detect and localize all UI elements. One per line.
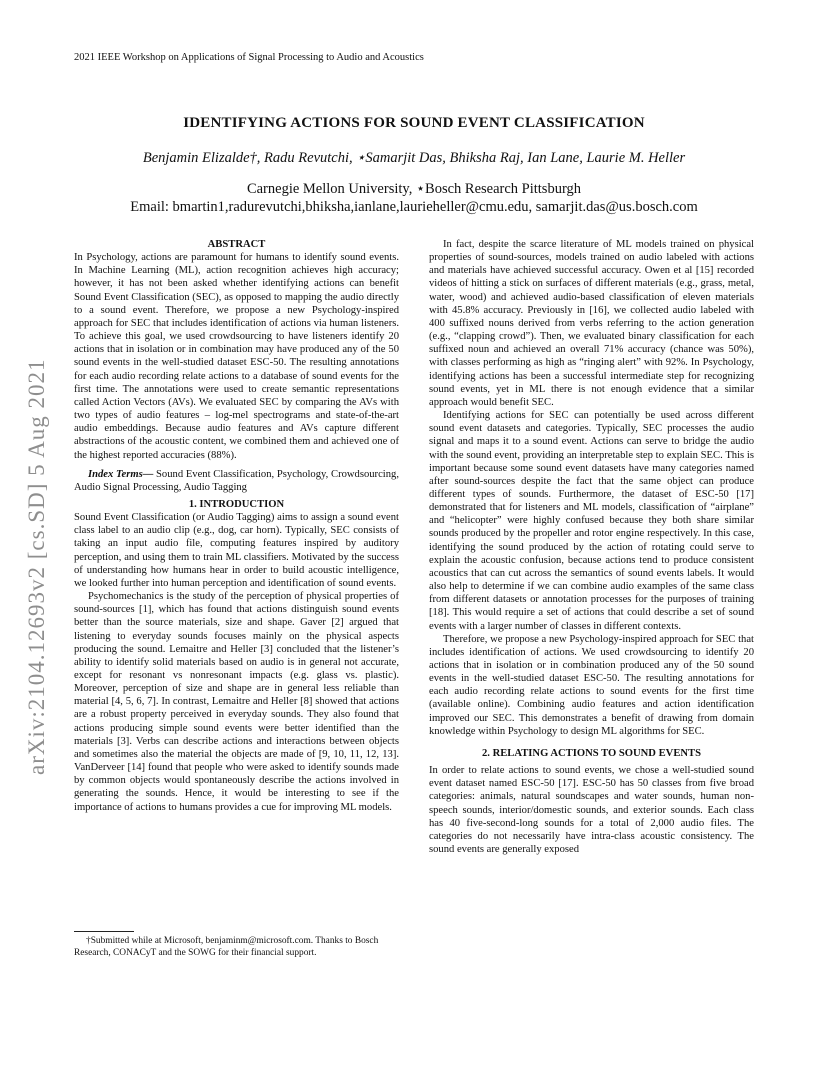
left-column xyxy=(74,238,399,814)
abstract-text: In Psychology, actions are paramount for humans to identify sound events. In Machine Learning (ML), action recognition achieves high accuracy; however, it has not been asked whether identifying actions can benefit Sound Event Classification (SEC), as opposed to mapping the audio directly to a sound event. Therefore, we propose a new Psychology-inspired approach for SEC that includes identification of actions via human listeners. To achieve this goal, we used crowdsourcing to have listeners identify 20 actions that in isolation or in combination may have produced any of the 50 sound events in the well-studied dataset ESC-50. The resulting annotations for each audio recording relate actions to a database of sound events for the first time. The annotations were used to create semantic representations called Action Vectors (AVs). We evaluated SEC by comparing the AVs with two types of audio features – log-mel spectrograms and state-of-the-art audio embeddings. Because audio features and AVs capture different abstractions of the acoustic content, we combined them and achieved one of the highest reported accuracies (88%). xyxy=(74,252,399,461)
footnote-rule xyxy=(74,931,134,932)
index-terms xyxy=(74,468,399,494)
section-2-heading: 2. RELATING ACTIONS TO SOUND EVENTS xyxy=(482,747,701,759)
right-paragraph-4: In order to relate actions to sound events, we chose a well-studied sound event dataset named ESC-50 [17]. ESC-50 has 50 classes from five broad categories: animals, natural soundscapes and water sounds, human non-speech sounds, interior/domestic sounds, and exterior sounds. Each class has 40 five-second-long sounds for a total of 2,000 audio files. The categories do not necessarily have intra-class acoustic consistency. The sound events are generally exposed xyxy=(429,765,754,856)
abstract-heading: ABSTRACT xyxy=(207,239,266,250)
paper-title: IDENTIFYING ACTIONS FOR SOUND EVENT CLASSIFICATION xyxy=(183,115,645,131)
conference-header: 2021 IEEE Workshop on Applications of Signal Processing to Audio and Acoustics xyxy=(74,52,424,63)
intro-paragraph-1: Sound Event Classification (or Audio Tagging) aims to assign a sound event class label to an audio clip (e.g., dog, car horn). Typically, SEC consists of taking an input audio file, computing features inspired by auditory perception, and using them to train ML classifiers. Motivated by the success of understanding how humans hear in order to build acoustic intelligence, we looked further into human perception and identification of sound events. xyxy=(74,512,399,589)
email-line: Email: bmartin1,radurevutchi,bhiksha,ianlane,laurieheller@cmu.edu, samarjit.das@us.bosch.com xyxy=(130,199,698,215)
index-terms-label: Index Terms— xyxy=(88,468,154,480)
intro-heading: 1. INTRODUCTION xyxy=(188,498,285,510)
index-terms-text: Sound Event Classification, Psychology, Crowdsourcing, Audio Signal Processing, Audio Tagging xyxy=(74,468,399,493)
intro-paragraph-2: Psychomechanics is the study of the perception of physical properties of sound-sources [1], which has found that actions distinguish sound events better than the source materials, size and shape. Gaver [2] argued that listening to everyday sounds focuses mainly on the physical aspects producing the sound. Lemaitre and Heller [3] concluded that the listener’s ability to identify solid materials based on audio is in general not accurate, except for resonant vs nonresonant impacts (e.g. glass vs. plastic). Moreover, perception of size and shape are in general less reliable than material [4, 5, 6, 7]. In contrast, Lemaitre and Heller [8] showed that actions are a robust property perceived in everyday sounds. They also found that actions producing simple sound events were better identified than the materials [3]. Verbs can describe actions and interactions between objects and sometimes also the material the objects are made of [9, 10, 11, 12, 13]. VanDerveer [14] found that people who were asked to identify sounds made by common objects would spontaneously describe the actions involved in generating the sounds. Hence, it would be interesting to see if the importance of actions to humans provides a cue for improving ML models. xyxy=(74,591,399,813)
right-paragraph-3: Therefore, we propose a new Psychology-inspired approach for SEC that includes identification of actions. We used crowdsourcing to identify 20 actions that in isolation or in combination produced any of the 50 sound events in the well-studied dataset ESC-50. The resulting annotations for each audio recording relate actions to sound events for the first time (available online). Combining audio features and action identification improved our SEC. This demonstrates a benefit of drawing from domain knowledge within Psychology to design ML algorithms for SEC. xyxy=(429,633,754,737)
right-column xyxy=(429,238,754,856)
footnote-text: †Submitted while at Microsoft, benjaminm@microsoft.com. Thanks to Bosch Research, CONACyT and the SOWG for their financial support. xyxy=(74,936,379,958)
right-paragraph-1: In fact, despite the scarce literature of ML models trained on physical properties of sound-sources, models trained on audio labeled with actions and materials have achieved successful accuracy. Owen et al [15] recorded videos of hitting a stick on surfaces of different materials (e.g., grass, metal, water, wood) and achieved audio-based classification of eleven materials with 45.8% accuracy. Previously in [16], we collected audio labeled with 400 suffixed nouns derived from verbs referring to the action generation (e.g., “clapping crowd”). Then, we evaluated binary classification for each suffixed noun and achieved an overall 71% accuracy (chance was 50%), with classes performing as high as “ringing alert” with 92%. In Psychology, identifying actions has been a successful intermediate step for recognizing sound events, yet in ML there is not enough evidence that a similar approach would benefit SEC. xyxy=(429,239,754,408)
footnote xyxy=(74,936,399,959)
author-list: Benjamin Elizalde†, Radu Revutchi, ⋆Samarjit Das, Bhiksha Raj, Ian Lane, Laurie M. Heller xyxy=(142,150,686,166)
affiliation: Carnegie Mellon University, ⋆Bosch Research Pittsburgh xyxy=(246,181,582,197)
arxiv-stamp: arXiv:2104.12693v2 [cs.SD] 5 Aug 2021 xyxy=(24,358,49,775)
right-paragraph-2: Identifying actions for SEC can potentially be used across different sound event datasets and categories. Typically, SEC processes the audio signal and maps it to a sound event. Actions can serve to bridge the audio with the sound event, providing an interpretable step to explain SEC. This is important because some sound event datasets have many categories named after sound-sources despite the fact that the same object can produce different types of sounds. Furthermore, the dataset of ESC-50 [17] demonstrated that for listeners and ML models, classification of “airplane” and “helicopter” were highly confused because they both share similar sounds produced by the propeller and rotor engine respectively. In this case, identifying the sound produced by the action of rotating could serve to explain the acoustic confusion, because actions tend to produce consistent acoustics that can cut across the semantics of sound events labels. It would also help to determine if we can combine audio examples of the same class from different datasets or annotation processes for the purposes of training [18]. This would require a set of actions that could describe a set of sound events with a larger number of classes in different contexts. xyxy=(429,410,754,632)
